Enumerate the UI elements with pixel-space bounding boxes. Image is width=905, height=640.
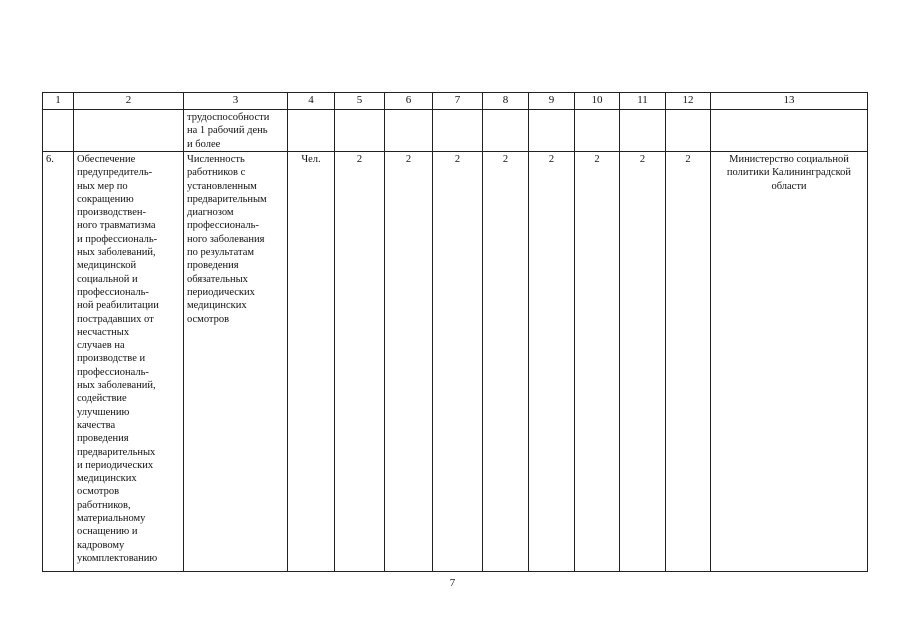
table-cell — [385, 110, 433, 152]
table-cell — [666, 110, 711, 152]
table-cell — [288, 110, 335, 152]
continuation-row — [43, 110, 868, 152]
column-header: 7 — [433, 93, 483, 110]
value-cell: 2 — [483, 152, 529, 572]
responsible-cell: Министерство социальной политики Калининградской области — [711, 152, 868, 572]
table-cell — [529, 110, 575, 152]
value-cell: 2 — [575, 152, 620, 572]
column-header: 3 — [184, 93, 288, 110]
column-header: 8 — [483, 93, 529, 110]
column-header: 4 — [288, 93, 335, 110]
table-cell — [620, 110, 666, 152]
page-number: 7 — [449, 577, 456, 589]
value-cell: 2 — [666, 152, 711, 572]
value-cell: 2 — [529, 152, 575, 572]
value-cell: 2 — [433, 152, 483, 572]
table-cell — [43, 110, 74, 152]
column-header: 12 — [666, 93, 711, 110]
table-cell — [483, 110, 529, 152]
column-header: 1 — [43, 93, 74, 110]
table-cell — [433, 110, 483, 152]
table-row — [43, 152, 868, 572]
column-number-row — [43, 93, 868, 110]
table-cell — [74, 110, 184, 152]
table-cell — [711, 110, 868, 152]
value-cell: 2 — [335, 152, 385, 572]
column-header: 13 — [711, 93, 868, 110]
indicators-table — [42, 92, 868, 572]
table-cell — [575, 110, 620, 152]
row-number-cell: 6. — [43, 152, 74, 572]
measure-cell: Обеспечение предупредитель- ных мер по сокращению производствен- ного травматизма и профессиональ- ных заболеваний, медицинской социальной и профессиональ- ной реабилитации пострадавших от несчастных случаев на производстве и профессиональ- ных заболеваний, содействие улучшению качества проведения предварительных и периодических медицинских осмотров работников, материальному оснащению и кадровому укомплектованию — [74, 152, 184, 572]
indicator-continuation-cell: трудоспособности на 1 рабочий день и более — [184, 110, 288, 152]
column-header: 11 — [620, 93, 666, 110]
column-header: 5 — [335, 93, 385, 110]
column-header: 9 — [529, 93, 575, 110]
value-cell: 2 — [620, 152, 666, 572]
value-cell: 2 — [385, 152, 433, 572]
column-header: 6 — [385, 93, 433, 110]
unit-cell: Чел. — [288, 152, 335, 572]
column-header: 2 — [74, 93, 184, 110]
table-cell — [335, 110, 385, 152]
indicator-cell: Численность работников с установленным предварительным диагнозом профессиональ- ного заболевания по результатам проведения обязательных периодических медицинских осмотров — [184, 152, 288, 572]
column-header: 10 — [575, 93, 620, 110]
